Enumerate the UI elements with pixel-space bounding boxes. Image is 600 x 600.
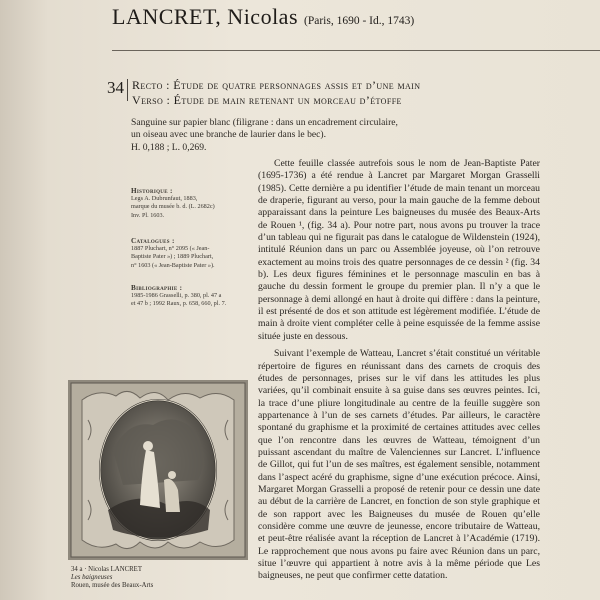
page-title xyxy=(112,4,414,30)
catalogues-block xyxy=(131,237,253,270)
body-paragraph-1: Cette feuille classée autrefois sous le nom de Jean-Baptiste Pater (1695-1736) a été rendue à Lancret par Margaret Morgan Grasselli (1985). Cette dernière a pu identifier l’étude de main tenant un morceau de draperie, figurant au verso, pour la main gauche de la femme debout apparaissant dans la peinture Les baigneuses du musée des Beaux-Arts de Rouen ¹, (fig. 34 a). Pour notre part, nous avons pu trouver la trace d’un tableau qui ne figurait pas dans le catalogue de Wildenstein (1924), intitulé Réunion dans un parc ou Assemblée joyeuse, où l’on retrouve exactement au moins trois des quatre personnages de ce dessin ² (fig. 34 b). Les deux figures féminines et le personnage masculin en bas à gauche du dessin forment le groupe du premier plan. Il n’y a que le personnage à demi allongé en haut à droite qui diffère : dans la peinture, il est présenté de dos et son attitude est légèrement modifiée. L’étude de main à droite vient compléter celle à peine esquissée de la femme assise située juste en dessous. xyxy=(258,158,540,342)
body-paragraph-2: Suivant l’exemple de Watteau, Lancret s’était constitué un véritable répertoire de figures en réunissant dans des carnets de croquis des études de personnages, prises sur le vif dans les attitudes les plus variées, qu’il combinait ensuite à sa guise dans ses œuvres peintes. Ici, la trace d’une pliure longitudinale au centre de la feuille suggère son appartenance à l’un de ses carnets d’études. Par ailleurs, le caractère spontané du graphisme et la proximité de certaines attitudes avec celles que l’on rencontre dans les œuvres de Watteau, témoignent d’un puissant ascendant du maître de Valenciennes sur Lancret. L’influence de Gillot, qui fut l’un de ses maîtres, est également sensible, notamment dans l’aspect acéré du graphisme, signe d’une exécution précoce. Ainsi, Margaret Morgan Grasselli a proposé de retenir pour ce dessin une date au début de la carrière de Lancret, en fonction de son style graphique et de son rapport avec les Baigneuses du musée de Rouen qu’elle considère comme une œuvre de jeunesse, encore tributaire de Watteau, et peut-être réalisée avant la réception de Lancret à l’Académie (1719). Le rapprochement que nous avons pu faire avec Réunion dans un parc, situe l’œuvre qui appartient à notre avis à la même période que Les baigneuses, ne peut que confirmer cette datation. xyxy=(258,348,540,582)
number-divider xyxy=(127,79,128,101)
historique-line: Legs A. Dubrunfaut, 1883, xyxy=(131,195,198,203)
technical-description xyxy=(131,117,431,154)
catalogue-number: 34 xyxy=(107,78,124,97)
catalogues-label: Catalogues : xyxy=(131,237,175,245)
dimensions: H. 0,188 ; L. 0,269. xyxy=(131,141,207,153)
figure-title: Les baigneuses xyxy=(71,574,113,581)
figure-caption xyxy=(71,566,181,590)
catalogues-line: n° 1603 (« Jean-Baptiste Pater »). xyxy=(131,261,215,269)
recto-title: Recto : Étude de quatre personnages assis et d’une main xyxy=(132,78,421,92)
historique-label: Historique : xyxy=(131,187,173,195)
figure-location: Rouen, musée des Beaux-Arts xyxy=(71,582,154,589)
verso-title: Verso : Étude de main retenant un morceau d’étoffe xyxy=(132,93,402,107)
figure-34a-image xyxy=(68,380,248,560)
historique-line: Inv. Pl. 1603. xyxy=(131,211,165,219)
bibliographie-block xyxy=(131,284,253,309)
description-line: un oiseau avec une branche de laurier dans le bec). xyxy=(131,129,326,141)
historique-block xyxy=(131,187,253,220)
artist-dates: (Paris, 1690 - Id., 1743) xyxy=(304,15,415,27)
figure-label: 34 a · Nicolas LANCRET xyxy=(71,566,142,573)
artist-name: LANCRET, Nicolas xyxy=(112,4,299,29)
catalogues-line: Baptiste Pater ») ; 1889 Pluchart, xyxy=(131,253,214,261)
description-line: Sanguine sur papier blanc (filigrane : dans un encadrement circulaire, xyxy=(131,117,398,128)
bibliographie-line: et 47 b ; 1992 Raux, p. 658, 660, pl. 7. xyxy=(131,300,227,308)
header-rule xyxy=(112,50,600,51)
bibliographie-label: Bibliographie : xyxy=(131,284,183,292)
historique-line: marque du musée b. d. (L. 2682c) xyxy=(131,203,215,211)
body-text xyxy=(258,158,540,583)
bibliographie-line: 1985-1986 Grasselli, p. 380, pl. 47 a xyxy=(131,292,222,300)
catalogues-line: 1887 Pluchart, n° 2095 (« Jean- xyxy=(131,245,210,253)
